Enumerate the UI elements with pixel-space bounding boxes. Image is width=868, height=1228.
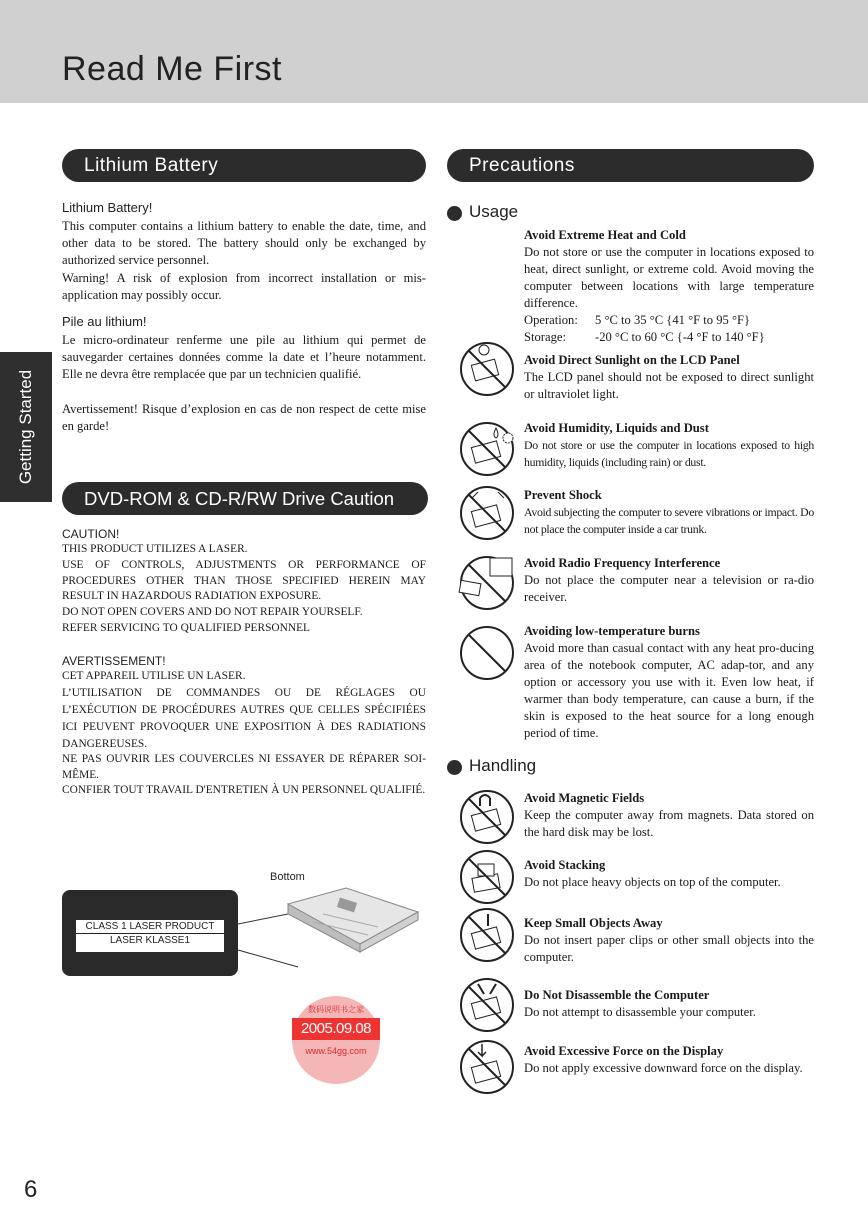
caution-line: USE OF CONTROLS, ADJUSTMENTS OR PERFORMANCE OF PROCEDURES OTHER THAN THOSE SPECIFIED HEREIN MAY RESULT IN HAZARDOUS RADIATION EXPOSURE.	[62, 559, 426, 603]
page-number: 6	[24, 1176, 38, 1203]
precaution-magnetic: Avoid Magnetic Fields Keep the computer away from magnets. Data stored on the hard disk may be lost.	[524, 791, 814, 839]
no-magnet-icon	[458, 788, 516, 846]
lithium-en-warning: Warning! A risk of explosion from incorrect installation or mis-application may possibly occur.	[62, 271, 426, 302]
storage-temp: Storage: -20 °C to 60 °C {-4 °F to 140 °F}	[524, 330, 765, 344]
lithium-en-subheading: Lithium Battery!	[62, 200, 153, 215]
page-title: Read Me First	[62, 50, 282, 88]
item-body: Do not store or use the computer in locations exposed to heat, direct sunlight, or extreme cold. Avoid moving the computer between locations with large temperature difference.	[524, 245, 814, 310]
avert-line: CET APPAREIL UTILISE UN LASER.	[62, 670, 246, 682]
precaution-humidity: Avoid Humidity, Liquids and Dust Do not store or use the computer in locations exposed to high humidity, liquids (including rain) or dust.	[524, 421, 814, 469]
lithium-fr-text: Le micro-ordinateur renferme une pile au lithium qui permet de sauvegarder certaines données comme la date et l’heure notamment. Elle ne devra être remplacée que par un technicien qualifié.	[62, 333, 426, 381]
lithium-fr-warning: Avertissement! Risque d’explosion en cas de non respect de cette mise en garde!	[62, 402, 426, 433]
no-shock-icon	[458, 484, 516, 542]
handling-bullet-icon	[447, 760, 462, 775]
avert-line: L’UTILISATION DE COMMANDES OU DE RÉGLAGES OU L’EXÉCUTION DE PROCÉDURES AUTRES QUE CELLES SPÉCIFIÉES ICI PEUVENT PROVOQUER UNE EXPOSITION À DES RADIATIONS DANGEREUSES.	[62, 687, 426, 750]
precaution-small-objects: Keep Small Objects Away Do not insert paper clips or other small objects into the computer.	[524, 916, 814, 964]
laser-label-line2: LASER KLASSE1	[109, 935, 191, 946]
bottom-label: Bottom	[270, 871, 305, 883]
precaution-display-force: Avoid Excessive Force on the Display Do not apply excessive downward force on the display.	[524, 1044, 803, 1075]
side-tab-label: Getting Started	[16, 369, 35, 485]
dvd-heading: DVD-ROM & CD-R/RW Drive Caution	[62, 482, 428, 515]
caution-line: DO NOT OPEN COVERS AND DO NOT REPAIR YOURSELF.	[62, 606, 363, 618]
side-tab	[0, 352, 52, 502]
no-disassemble-icon	[458, 976, 516, 1034]
page-header	[0, 0, 868, 103]
laser-label-line1: CLASS 1 LASER PRODUCT	[76, 920, 224, 934]
precaution-stacking: Avoid Stacking Do not place heavy objects on top of the computer.	[524, 858, 781, 889]
precaution-heat	[524, 227, 814, 346]
avert-line: NE PAS OUVRIR LES COUVERCLES NI ESSAYER DE RÉPARER SOI-MÊME.	[62, 753, 426, 781]
lithium-fr-subheading: Pile au lithium!	[62, 314, 147, 329]
usage-title: Usage	[469, 202, 519, 221]
laptop-bottom-illustration	[228, 882, 428, 982]
avertissement-subheading: AVERTISSEMENT!	[62, 654, 166, 668]
operation-temp: Operation: 5 °C to 35 °C {41 °F to 95 °F}	[524, 313, 751, 327]
caution-line: THIS PRODUCT UTILIZES A LASER.	[62, 543, 248, 555]
no-small-objects-icon	[458, 906, 516, 964]
watermark-stamp	[292, 996, 380, 1084]
laser-class-label	[62, 890, 238, 976]
no-sunlight-icon	[458, 340, 516, 398]
precaution-sunlight: Avoid Direct Sunlight on the LCD Panel The LCD panel should not be exposed to direct sunlight or ultraviolet light.	[524, 353, 814, 401]
no-liquids-icon	[458, 420, 516, 478]
no-low-temp-burn-icon	[458, 624, 516, 682]
no-stacking-icon	[458, 848, 516, 906]
caution-subheading: CAUTION!	[62, 527, 120, 541]
lithium-heading: Lithium Battery	[62, 149, 426, 182]
precaution-radio: Avoid Radio Frequency Interference Do not place the computer near a television or ra-dio receiver.	[524, 556, 814, 604]
lithium-en-text: This computer contains a lithium battery to enable the date, time, and other data to be stored. The battery should only be exchanged by authorized service personnel.	[62, 219, 426, 267]
stamp-date: 2005.09.08	[292, 1018, 380, 1040]
handling-title: Handling	[469, 756, 537, 775]
avert-line: CONFIER TOUT TRAVAIL D'ENTRETIEN À UN PERSONNEL QUALIFIÉ.	[62, 784, 426, 796]
usage-bullet-icon	[447, 206, 462, 221]
no-radio-interference-icon	[458, 554, 516, 612]
precaution-shock: Prevent Shock Avoid subjecting the computer to severe vibrations or impact. Do not place the computer inside a car trunk.	[524, 488, 814, 536]
stamp-site: www.54gg.com	[305, 1046, 367, 1056]
caution-line: REFER SERVICING TO QUALIFIED PERSONNEL	[62, 622, 311, 634]
precaution-disassemble: Do Not Disassemble the Computer Do not attempt to disassemble your computer.	[524, 988, 756, 1019]
precaution-low-temp-burns: Avoiding low-temperature burns Avoid more than casual contact with any heat pro-ducing area of the notebook computer, AC adap-tor, and any option or accessory you use with it. Even low heat, if warmer than body temperature, can cause a burn, if the skin is exposed to the heat source for a long enough period of time.	[524, 624, 814, 740]
item-title: Avoid Extreme Heat and Cold	[524, 228, 686, 242]
stamp-top: 数码说明书之家	[308, 1005, 364, 1014]
precautions-heading: Precautions	[447, 149, 814, 182]
no-excessive-force-icon	[458, 1038, 516, 1096]
